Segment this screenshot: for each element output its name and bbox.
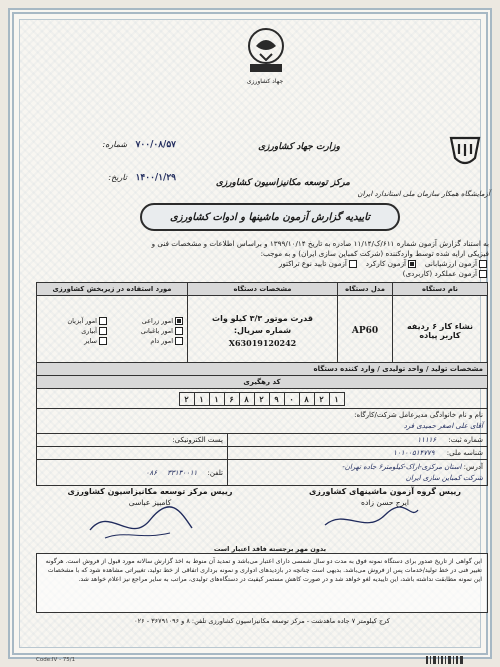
phone-value: ۳۳۱۳۰۰۱۱ — [167, 468, 198, 477]
letter-number-value: ۷۰۰/۰۸/۵۷ — [135, 140, 176, 150]
col-machine-name: نام دستگاه — [393, 283, 488, 296]
usage-label: آبیاری — [81, 326, 97, 335]
phone-cell — [37, 460, 228, 486]
institute-name: آزمایشگاه همکار سازمان ملی استاندارد ایران — [357, 190, 490, 198]
opt-tractor-checkbox — [349, 260, 357, 268]
usage-label: امور زراعی — [141, 316, 173, 325]
producer-header: مشخصات تولید / واحد تولیدی / وارد کننده دستگاه — [37, 363, 488, 376]
registration-label: شماره ثبت: — [448, 436, 483, 444]
tracking-digit: ۸ — [299, 392, 315, 406]
machine-table-header — [37, 283, 488, 296]
usage-grid — [39, 317, 185, 345]
tracking-code-header: کد رهگیری — [37, 376, 488, 389]
usage-option — [39, 317, 109, 325]
signature-right-title: رییس گروه آزمون ماشینهای کشاورزی — [308, 487, 462, 496]
letter-date-label: تاریخ: — [108, 173, 128, 182]
email-label: پست الکترونیکی: — [172, 436, 223, 444]
registration-value: ۱۱۱۱۶ — [417, 436, 437, 444]
usage-option — [115, 337, 185, 345]
tracking-digit: ۱ — [194, 392, 210, 406]
certificate-body — [19, 19, 490, 663]
opt-evaluation-checkbox — [479, 260, 487, 268]
ceo-row — [37, 409, 488, 434]
usage-cell — [37, 296, 188, 366]
usage-label: امور دام — [150, 336, 173, 345]
test-type-options-2 — [34, 269, 489, 279]
ceo-label: نام و نام خانوادگی مدیرعامل شرکت/کارگاه: — [354, 411, 483, 419]
intro-line-1: به استناد گزارش آزمون شماره ۶۱۱/ک/۱۱/۱۴ صادره به تاریخ ۱۳۹۹/۱۰/۱۴ و براساس اطلاعات و مشخصات فنی و — [151, 239, 489, 248]
center-address: کرج کیلومتر ۷ جاده ماهدشت - مرکز توسعه مکانیزاسیون کشاورزی تلفن: ۸ و ۳۶۷۹۱۰۹۶ - ۰۲۶ — [134, 617, 390, 625]
letter-number-label: شماره: — [102, 140, 128, 149]
col-specs: مشخصات دستگاه — [188, 283, 338, 296]
emblem-text: جهاد کشاورزی — [246, 78, 284, 85]
certificate-title: تاییدیه گزارش آزمون ماشینها و ادوات کشاورزی — [140, 203, 400, 231]
note-box: این گواهی از تاریخ صدور برای دستگاه نمونه فوق به مدت دو سال شمسی دارای اعتبار می‌باشد و تمدید آن منوط به اخذ گزارش سالانه مورد قبول از فروش است. هرگونه تغییر فنی در خط تولید/خدمات پس از فروش می‌باشد. بدیهی است چنانچه در بازدیدهای ادواری و نمونه برداری اتفاقی از خط تولید، تغییراتی مشاهده شود که با مشخصات این نمونه مطابقت نداشته باشد، این تاییدیه لغو خواهد شد و در صورت کاهش مستمر کیفیت در دستگاه‌های تولیدی، مراتب به سایر مراجع نیز اعلام خواهد شد. — [36, 553, 488, 613]
standard-logo-icon — [445, 132, 485, 172]
usage-checkbox — [99, 317, 107, 325]
intro-line-2: فیزیکی ارایه شده توسط واردکننده (شرکت کمباین سازی ایران) و به موجب: — [260, 249, 489, 258]
opt-operation-checkbox — [408, 260, 416, 268]
ministry-name: وزارت جهاد کشاورزی — [258, 142, 340, 152]
tracking-code-row — [37, 389, 488, 409]
tracking-code-digits — [41, 392, 483, 406]
usage-option — [115, 317, 185, 325]
spec-serial-label: شماره سریال: — [233, 325, 292, 335]
ceo-name: آقای علی اصغر حمیدی فرد — [403, 422, 483, 430]
phone-code: ۰۸۶ — [145, 468, 157, 477]
tracking-digit: ۱ — [209, 392, 225, 406]
tracking-digit: ۲ — [179, 392, 195, 406]
usage-checkbox — [175, 337, 183, 345]
opt-performance-checkbox — [479, 270, 487, 278]
tracking-digit: ۶ — [224, 392, 240, 406]
ministry-emblem-icon — [240, 24, 292, 84]
opt-operation-label: آزمون کارکرد — [365, 259, 407, 268]
national-id-label: شناسه ملی: — [446, 449, 483, 457]
usage-label: امور باغبانی — [140, 326, 173, 335]
usage-option — [39, 337, 109, 345]
usage-option — [115, 327, 185, 335]
opt-performance-label: آزمون عملکرد (کاربردی) — [402, 269, 477, 278]
form-code: Code:IV - 75/1 — [36, 657, 76, 663]
signature-scribble-left — [80, 500, 200, 550]
opt-tractor-label: آزمون تایید نوع تراکتور — [278, 259, 347, 268]
usage-checkbox — [175, 327, 183, 335]
national-id-cell — [228, 447, 488, 460]
note-title: بدون مهر برجسته فاقد اعتبار است — [213, 545, 327, 553]
usage-label: امور آبزیان — [67, 316, 97, 325]
usage-checkbox — [99, 337, 107, 345]
tracking-digit: ۰ — [284, 392, 300, 406]
spec-serial: X63019120242 — [228, 337, 297, 348]
usage-checkbox — [99, 327, 107, 335]
spec-power: قدرت موتور ۳/۳ کیلو وات — [212, 313, 313, 323]
address-value: استان مرکزی-اراک-کیلومتر۶ جاده تهران- — [342, 462, 462, 471]
producer-table — [36, 362, 488, 486]
col-model: مدل دستگاه — [338, 283, 393, 296]
address-label: آدرس: — [463, 462, 483, 471]
signature-scribble-right — [310, 500, 430, 540]
tracking-digit: ۱ — [329, 392, 345, 406]
col-usage: مورد استفاده در زیربخش کشاورزی — [37, 283, 188, 296]
opt-evaluation-label: آزمون ارزشیابانی — [424, 259, 477, 268]
test-type-options — [34, 259, 489, 269]
email-cell — [37, 434, 228, 447]
letter-date-value: ۱۴۰۰/۱/۲۹ — [135, 173, 176, 183]
tracking-digit: ۸ — [239, 392, 255, 406]
center-name: مرکز توسعه مکانیزاسیون کشاورزی — [215, 178, 350, 188]
signature-left-title: رییس مرکز توسعه مکانیزاسیون کشاورزی — [67, 487, 233, 496]
machine-name: نشاء کار ۶ ردیفه کاربر پیاده — [393, 296, 488, 366]
letter-number — [36, 140, 176, 150]
tracking-digit: ۹ — [269, 392, 285, 406]
national-id-value: ۱۰۱۰۰۵۱۴۷۷۹ — [393, 449, 435, 457]
registration-cell — [228, 434, 488, 447]
machine-table — [36, 282, 488, 366]
machine-specs — [188, 296, 338, 366]
blank-cell — [37, 447, 228, 460]
letter-date — [36, 173, 176, 183]
usage-option — [39, 327, 109, 335]
barcode-icon — [426, 656, 466, 664]
address-value-2: شرکت کمباین سازی ایران — [405, 473, 483, 482]
signature-left-name: کامبیز عباسی — [128, 498, 172, 507]
usage-label: سایر — [84, 336, 97, 345]
certificate-frame — [8, 8, 492, 663]
address-cell — [228, 460, 488, 486]
tracking-digit: ۲ — [254, 392, 270, 406]
machine-row — [37, 296, 488, 366]
usage-checkbox — [175, 317, 183, 325]
machine-model: AP60 — [338, 296, 393, 366]
signature-right-name: ایرج حسن زاده — [361, 498, 409, 507]
tracking-digit: ۲ — [314, 392, 330, 406]
phone-label: تلفن: — [207, 468, 223, 477]
